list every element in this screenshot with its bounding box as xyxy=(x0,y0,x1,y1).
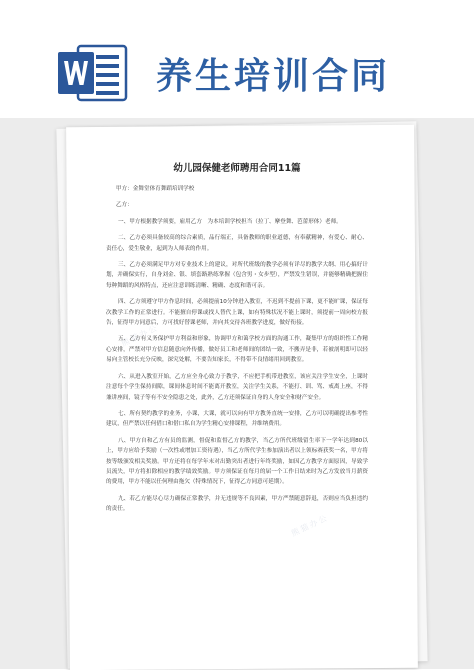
document-title: 幼儿园保健老师聘用合同11篇 xyxy=(173,163,301,174)
clause-5: 五、乙方有义务保护甲方利益和形象，协调甲方和蔼学校方面的沟通工作，凝集甲方的组织性工作精心安排，严禁对甲方信息随意向外传播，做好员工和老师间的团结一致，不搬弄是非，若被剖明即可以轻易向主管校长充分反映，深究处解，不要告知家长，不得带不良情绪用回到教室。 xyxy=(106,336,368,364)
clause-8: 八、甲方自和乙方有员的监测，督促和监督乙方的教学，当乙方所代班级留生率下一学年达到80以上，甲方应给予奖励（一次性或增加工资待遇），当乙方所代学生参加演出者以上领标赛获奖一名，甲方将按等级颁发相关奖励。甲方还将在每学年末对出勤突出者进行年终奖励，如因乙方教学方面原因，导致学员流失，甲方将扣除相应的教学绩效奖励。甲方须保证在每月的届一个工作日结来时为乙方发放当月薪资的费用，甲方不能以任何理由拖欠（特殊情况下，征得乙方同意可延期）。 xyxy=(106,437,368,486)
clause-7: 七、所有契约教学的业务，小课，大课，就可以向有甲方教务直统一安排，乙方可以明确提出参考性建议，但严禁以任何借口和借口私自为学生精心安排课程，并维纳费用。 xyxy=(106,410,368,428)
page-title: 养生培训合同 xyxy=(156,56,391,97)
watermark: 熊猫办公 xyxy=(119,322,161,349)
watermark: 熊猫办公 xyxy=(289,512,331,539)
clause-6: 六、从进入教室开始，乙方应全身心致力于教学，不应把手机带进教室，该应关注学生安全，上课时注意每个学生保持间隙，课间休息时间不能离开教室，关注学生关系，不能打、训、骂、戒离上座，不得兼讲座间，镜子等有不安全隐患之处，此外，乙方还须保证自身的人身安全和财产安全。 xyxy=(106,373,368,401)
clause-1: 一、甲方根据教学须要，雇用乙方 为本培训学校担当（拉丁、摩登舞、芭蕾形体）老师。 xyxy=(118,218,342,225)
word-document-icon xyxy=(56,44,128,102)
party-b: 乙方： xyxy=(116,202,133,209)
document-body xyxy=(106,160,368,521)
clause-4: 四、乙方须遵守甲方作息时间，必须提前10分钟进入教室，不迟到不提前下课，更不能旷课，保证每次教学工作的正常进行。不能擅自停课或找人替代上课，如有特殊状况不能上课时，须提前一周向校方报告，征得甲方同意后，方可找好替课老师，并向其交待各班教学进度，做好衔接。 xyxy=(106,299,368,327)
clause-9: 九、若乙方能尽心尽力确保正常教学，并无违规等不良因素，甲方严禁随意辞退，否则应当负担违约的责任。 xyxy=(106,495,368,513)
banner xyxy=(0,0,474,120)
clause-2: 二、乙方必须具备较高的综合素质，品行端正，具备教师的职业道德，有奉献精神，有爱心、耐心、责任心，爱生敬业，起到为人师表的作用。 xyxy=(106,235,368,252)
clause-3: 三、乙方必须满足甲方对专业技术上的建议，对所代班级的教学必须有详尽的教学大纲、用心搞好计划，并确保实行，自身刘金、银、填套路熟练掌握（包含男・女步型），严禁发生错误，并能够精确把握住每种舞蹈的风格特点，还应注意训练清晰、精确、态度和谐可亲。 xyxy=(106,262,368,289)
party-a: 甲方：金舞堂体育舞蹈培训学校 xyxy=(116,186,195,192)
